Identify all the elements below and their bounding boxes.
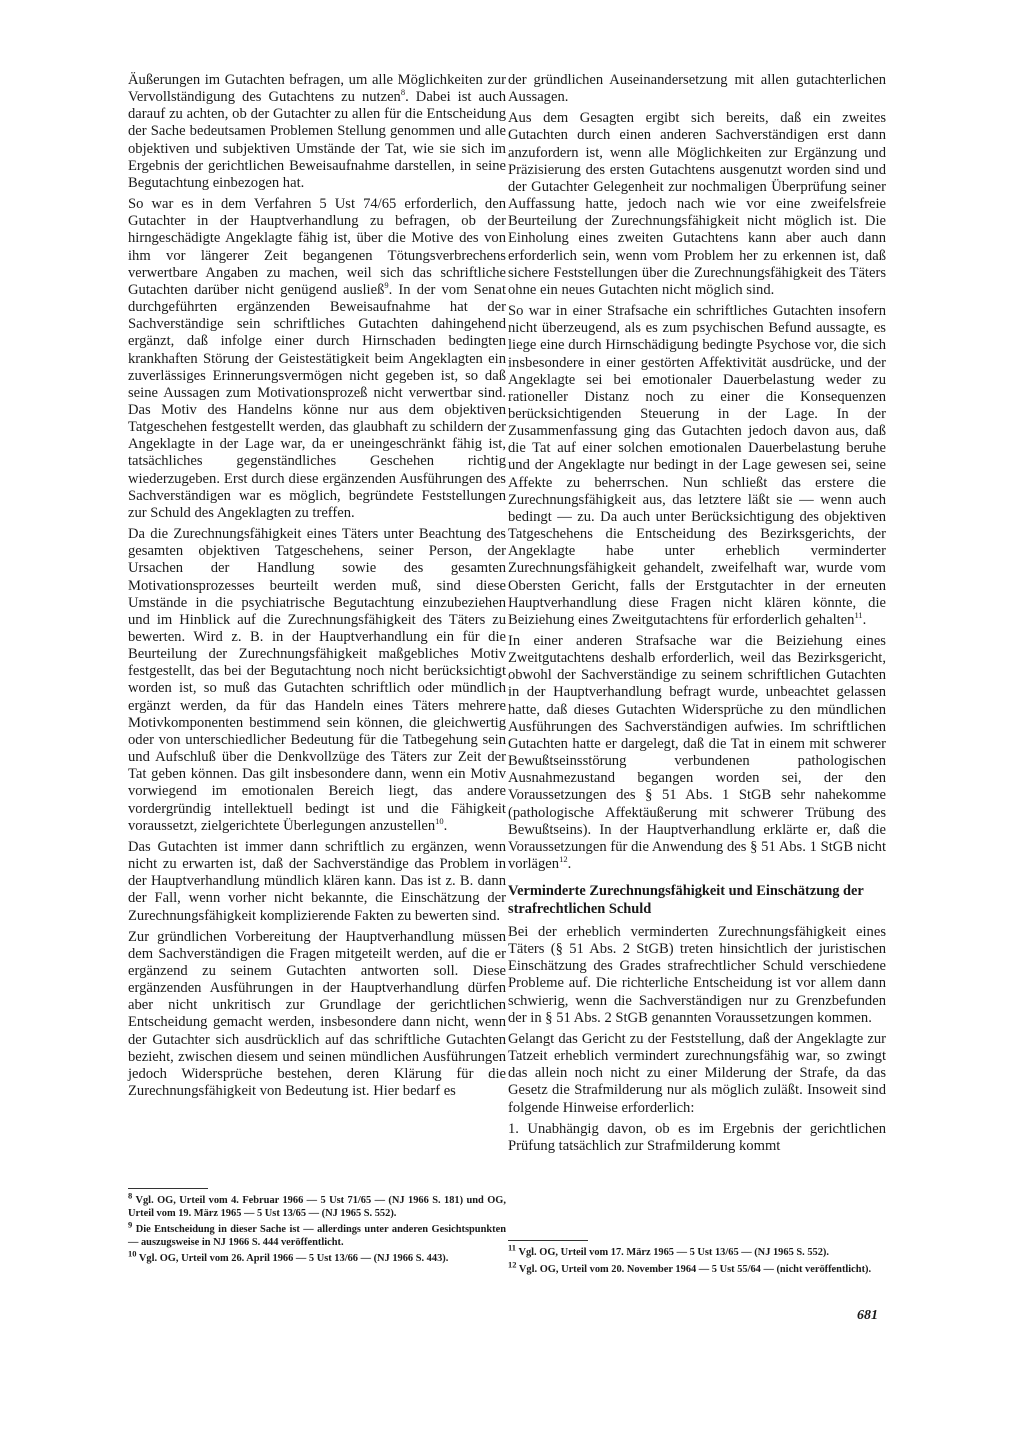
paragraph: Das Gutachten ist immer dann schriftlich zu ergänzen, wenn nicht zu erwarten ist, daß der Sachverständige das Problem in der Hauptverhandlung mündlich klären kann. Das ist z. B. dann der Fall, wenn vorher nicht bekannte, die Einschätzung der Zurechnungsfähigkeit komplizierende Fakten zu bewerten sind.	[128, 838, 506, 924]
paragraph: Gelangt das Gericht zu der Feststellung, daß der Angeklagte zur Tatzeit erheblich vermindert zurechnungsfähig war, so zwingt das allein noch nicht zu einer Milderung der Strafe, da das Gesetz die Strafmilderung nur als möglich zuläßt. Insoweit sind folgende Hinweise erforderlich:	[508, 1030, 886, 1116]
paragraph: 1. Unabhängig davon, ob es im Ergebnis der gerichtlichen Prüfung tatsächlich zur Strafmilderung kommt	[508, 1120, 886, 1154]
footnote-ref: 8	[400, 87, 406, 98]
footnote: $^{10}$ Vgl. OG, Urteil vom 26. April 1966 — 5 Ust 13/66 — (NJ 1966 S. 443).	[128, 1248, 449, 1264]
paragraph: Bei der erheblich verminderten Zurechnungsfähigkeit eines Täters (§ 51 Abs. 2 StGB) treten hinsichtlich der juristischen Einschätzung des Grades strafrechtlicher Schuld verschiedene Probleme auf. Die richterliche Entscheidung ist vor allem dann schwierig, wenn die Sachverständigen nur zu Grenzbefunden der in § 51 Abs. 2 StGB genannten Voraussetzungen kommen.	[508, 924, 886, 1026]
paragraph: So war es in dem Verfahren 5 Ust 74/65 erforderlich, den Gutachter in der Hauptverhandlung zu befragen, ob der hirngeschädigte Angeklagte fähig ist, über die Motive des von ihm vor längerer Zeit begangenen Tötungsverbrechens verwertbare Angaben zu machen, weil sich das schriftliche Gutachten darüber nicht genügend ausließ$^9$. In der vom Senat durchgeführten ergänzenden Beweisaufnahme hat der Sachverständige sein schriftliches Gutachten dahingehend ergänzt, daß infolge einer durch Hirnschaden bedingten krankhaften Störung der Geistestätigkeit beim Angeklagten ein zuverlässiges Erinnerungsvermögen nicht gegeben ist, so daß seine Aussagen zum Motivationsprozeß nicht verwertbar sind. Das Motiv des Handelns könne nur aus dem objektiven Tatgeschehen festgestellt werden, das glaubhaft zu schildern der Angeklagte in der Lage war, da er uneingeschränkt fähig ist, tatsächliches gegenständliches Geschehen richtig wiederzugeben. Erst durch diese ergänzenden Ausführungen des Sachverständigen war es möglich, begründete Feststellungen zur Schuld des Angeklagten zu treffen.	[128, 196, 507, 521]
footnote-rule	[508, 1240, 588, 1241]
paragraph: der gründlichen Auseinandersetzung mit allen gutachterlichen Aussagen.	[508, 72, 886, 106]
footnote: $^9$ Die Entscheidung in dieser Sache ist — allerdings unter anderen Gesichtspunkten — auszugsweise in NJ 1966 S. 444 veröffentlicht.	[128, 1219, 506, 1248]
footnote: $^{11}$ Vgl. OG, Urteil vom 17. März 1965 — 5 Ust 13/65 — (NJ 1965 S. 552).	[508, 1242, 829, 1258]
paragraph: So war in einer Strafsache ein schriftliches Gutachten insofern nicht überzeugend, als es zum psychischen Befund aussagte, es liege eine durch Hirnschädigung bedingte Psychose vor, die sich insbesondere in einer gestörten Affektivität ausdrücke, und der Angeklagte sei bei emotionaler Dauerbelastung weder zu rationeller Distanz noch zu einer die Konsequenzen berücksichtigenden Steuerung in der Lage. In der Zusammenfassung ging das Gutachten jedoch davon aus, daß die Tat auf einer solchen emotionalen Dauerbelastung beruhe und der Angeklagte nur bedingt in der Lage gewesen sei, seine Affekte zu beherrschen. Nun schließt das erstere die Zurechnungsfähigkeit aus, das letztere läßt sie — wenn auch bedingt — zu. Da auch unter Berücksichtigung des objektiven Tatgeschehens die Entscheidung des Bezirksgerichts, der Angeklagte habe unter erheblich verminderter Zurechnungsfähigkeit gehandelt, zweifelhaft war, wurde vom Obersten Gericht, falls der Erstgutachter in der erneuten Hauptverhandlung diese Fragen nicht klären könnte, die Beiziehung eines Zweitgutachtens für erforderlich gehalten$^{11}$.	[508, 303, 886, 628]
footnote: $^8$ Vgl. OG, Urteil vom 4. Februar 1966 — 5 Ust 71/65 — (NJ 1966 S. 181) und OG, Urteil vom 19. März 1965 — 5 Ust 13/65 — (NJ 1965 S. 552).	[128, 1190, 506, 1219]
footnotes-right	[508, 1240, 886, 1280]
footnote-ref: 10	[435, 815, 444, 826]
footnotes-left	[128, 1188, 506, 1270]
paragraph: Da die Zurechnungsfähigkeit eines Täters unter Beachtung des gesamten objektiven Tatgeschehens, seiner Person, der Ursachen der Handlung sowie des gesamten Motivationsprozesses beurteilt werden muß, sind diese Umstände in die psychiatrische Begutachtung einzubeziehen und im Hinblick auf die Zurechnungsfähigkeit des Täters zu bewerten. Wird z. B. in der Hauptverhandlung ein für die Beurteilung der Zurechnungsfähigkeit maßgebliches Motiv festgestellt, das bei der Begutachtung noch nicht berücksichtigt worden ist, so muß das Gutachten schriftlich oder mündlich ergänzt werden, da für das Handeln eines Täters mehrere Motivkomponenten bestimmend sein können, die gleichwertig oder von unterschiedlicher Bedeutung für die Tatbegehung sein und Aufschluß über die Denkvollzüge des Täters zur Zeit der Tat geben können. Das gilt insbesondere dann, wenn ein Motiv vorwiegend im emotionalen Bereich liegt, das andere vordergründig intellektuell bedingt ist und die Fähigkeit voraussetzt, zielgerichtete Überlegungen anzustellen$^{10}$.	[128, 526, 506, 834]
paragraph: Aus dem Gesagten ergibt sich bereits, daß ein zweites Gutachten durch einen anderen Sachverständigen erst dann anzufordern ist, wenn alle Möglichkeiten zur Ergänzung und Präzisierung des ersten Gutachtens ausgenutzt worden sind und der Gutachter Gelegenheit zur nochmaligen Überprüfung seiner Auffassung hatte, jedoch nach wie vor eine zweifelsfreie Beurteilung der Zurechnungsfähigkeit nicht möglich ist. Die Einholung eines zweiten Gutachtens kann aber auch dann erforderlich sein, wenn vom Problem her zu erkennen ist, daß sichere Feststellungen über die Zurechnungsfähigkeit des Täters ohne ein neues Gutachten nicht möglich sind.	[508, 110, 886, 298]
paragraph: Äußerungen im Gutachten befragen, um alle Möglichkeiten zur Vervollständigung des Gutachtens zu nutzen$^8$. Dabei ist auch darauf zu achten, ob der Gutachter zu allen für die Entscheidung der Sache bedeutsamen Problemen Stellung genommen und alle objektiven und subjektiven Umstände der Tat, wie sie sich im Ergebnis der gerichtlichen Beweisaufnahme darstellen, in seine Begutachtung einbezogen hat.	[128, 72, 506, 191]
footnote-ref: 11	[854, 609, 863, 620]
right-column	[508, 72, 886, 1155]
left-column	[128, 72, 506, 1100]
paragraph: Zur gründlichen Vorbereitung der Hauptverhandlung müssen dem Sachverständigen die Fragen mitgeteilt werden, auf die er ergänzend zu seinem Gutachten antworten soll. Diese ergänzenden Ausführungen in der Hauptverhandlung dürfen aber nicht unkritisch zur Grundlage der gerichtlichen Entscheidung gemacht werden, insbesondere dann nicht, wenn der Gutachter sich ausdrücklich auf das schriftliche Gutachten bezieht, zwischen diesem und seinen mündlichen Ausführungen jedoch Widersprüche bestehen, deren Klärung für die Zurechnungsfähigkeit von Bedeutung ist. Hier bedarf es	[128, 928, 506, 1100]
footnote: $^{12}$ Vgl. OG, Urteil vom 20. November 1964 — 5 Ust 55/64 — (nicht veröffentlicht).	[508, 1259, 872, 1275]
section-heading: Verminderte Zurechnungsfähigkeit und Einschätzung der strafrechtlichen Schuld	[508, 883, 864, 917]
footnote-ref: 12	[559, 854, 568, 865]
footnote-rule	[128, 1188, 208, 1189]
footnote-ref: 9	[384, 280, 389, 291]
paragraph: In einer anderen Strafsache war die Beiziehung eines Zweitgutachtens deshalb erforderlich, weil das Bezirksgericht, obwohl der Sachverständige zu seinem schriftlichen Gutachten in der Hauptverhandlung befragt wurde, unbeachtet gelassen hatte, daß dieses Gutachten Widersprüche zu den mündlichen Ausführungen des Sachverständigen aufwies. Im schriftlichen Gutachten hatte er dargelegt, daß die Tat in einem mit schwerer Bewußtseinsstörung verbundenen pathologischen Ausnahmezustand begangen worden sei, der den Voraussetzungen des § 51 Abs. 1 StGB sehr nahekomme (pathologische Affektäußerung mit schwerer Trübung des Bewußtseins). In der Hauptverhandlung erklärte er, daß die Voraussetzungen für die Anwendung des § 51 Abs. 1 StGB nicht vorlägen$^{12}$.	[508, 633, 886, 873]
page-number: 681	[857, 1308, 878, 1323]
